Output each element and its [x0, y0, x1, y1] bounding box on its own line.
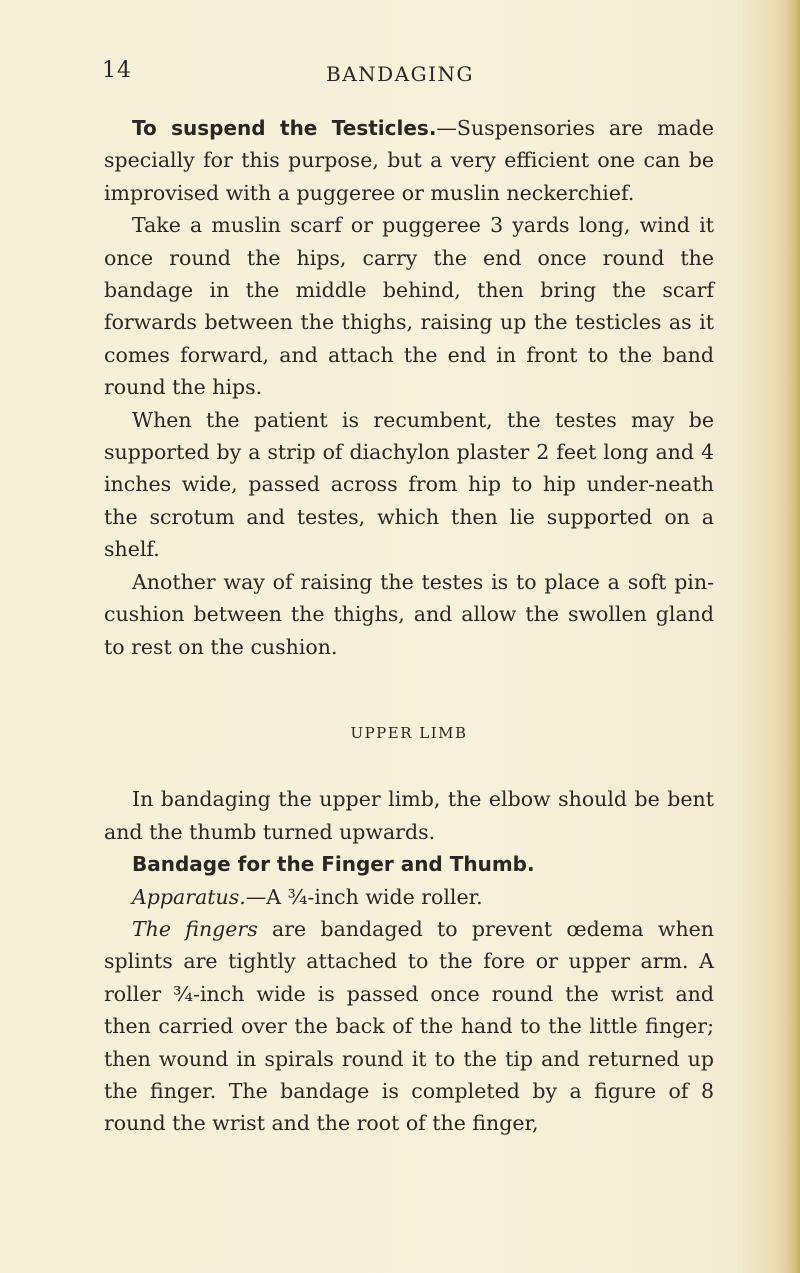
body-text [104, 112, 714, 1140]
subheading-finger-thumb [104, 848, 714, 880]
page-edge-shadow [786, 0, 800, 1273]
apparatus-text: —A ¾-inch wide roller. [245, 884, 483, 909]
paragraph-apparatus [104, 881, 714, 913]
paragraph-upper-limb: In bandaging the upper limb, the elbow should be bent and the thumb turned upwards. [104, 787, 714, 844]
subheading-text: Bandage for the Finger and Thumb. [132, 852, 535, 877]
apparatus-label: Apparatus. [132, 884, 246, 909]
fingers-label: The fingers [132, 916, 258, 941]
paragraph-pin-cushion: Another way of raising the testes is to place a soft pin-cushion between the thighs, and allow the swollen gland to rest on the cushion. [104, 569, 714, 659]
section-heading-upper-limb: UPPER LIMB [350, 723, 468, 742]
page-number: 14 [102, 58, 132, 83]
paragraph-muslin-scarf: Take a muslin scarf or puggeree 3 yards long, wind it once round the hips, carry the end once round the bandage in the middle behind, then bring the scarf forwards between the thighs, raising up the testicles as it comes forward, and attach the end in front to the band round the hips. [104, 213, 714, 400]
paragraph-fingers [104, 913, 714, 1140]
fingers-text: are bandaged to prevent œdema when splints are tightly attached to the fore or upper arm. A roller ¾-inch wide is passed once round the wrist and then carried over the back of the hand to the little finger; then wound in spirals round it to the tip and returned up the finger. The bandage is completed by a figure of 8 round the wrist and the root of the finger, [104, 916, 714, 1136]
paragraph-text: —Suspensories are made specially for this purpose, but a very efficient one can be improvised with a puggeree or muslin neckerchief. [104, 116, 714, 205]
running-head: BANDAGING [326, 62, 474, 86]
paragraph-recumbent: When the patient is recumbent, the testes may be supported by a strip of diachylon plaster 2 feet long and 4 inches wide, passed across from hip to hip under-neath the scrotum and testes, which then lie supported on a shelf. [104, 407, 714, 562]
paragraph-suspensories [104, 112, 714, 209]
page-header [0, 58, 800, 94]
heading-suspend-testicles: To suspend the Testicles. [132, 116, 437, 140]
